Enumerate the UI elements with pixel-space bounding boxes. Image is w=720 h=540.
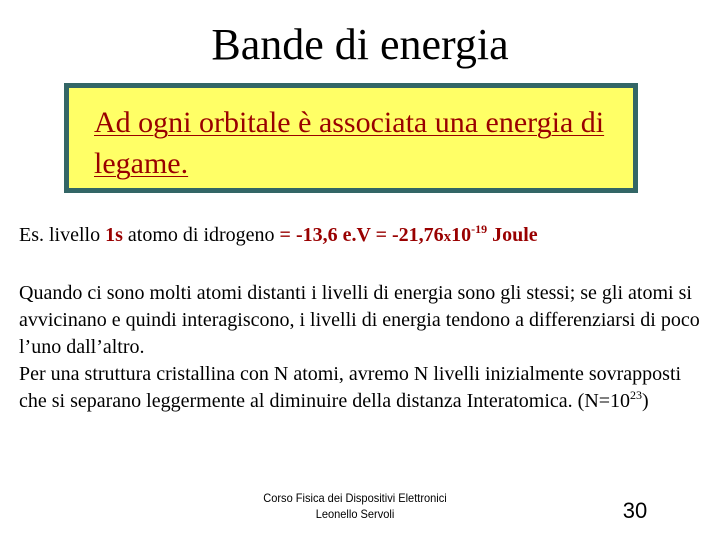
footer-course: Corso Fisica dei Dispositivi Elettronici [263, 491, 447, 505]
paragraph-crystal-text: Per una struttura cristallina con N atomi, avremo N livelli inizialmente sovrapposti che si separano leggermente al diminuire della distanza Interatomica. (N=10 [19, 363, 682, 412]
example-exponent: -19 [471, 222, 488, 236]
highlight-text: Ad ogni orbitale è associata una energia di legame. [94, 106, 605, 180]
paragraph-atoms-distance: Quando ci sono molti atomi distanti i livelli di energia sono gli stessi; se gli atomi si avvicinano e quindi interagiscono, i livelli di energia tendono a differenziarsi di poco l’uno dall’altro. [19, 282, 700, 358]
paragraph-closing: ) [642, 390, 649, 412]
slide-title: Bande di energia [211, 20, 509, 69]
example-equation: = -13,6 e.V = -21,76 [279, 224, 444, 246]
example-middle: atomo di idrogeno [122, 224, 280, 246]
example-prefix: Es. livello [19, 224, 106, 246]
example-level: 1s [105, 224, 123, 246]
highlight-box [64, 83, 638, 193]
footer-author: Leonello Servoli [315, 507, 395, 521]
body-text [19, 280, 709, 415]
footer-credit [231, 490, 479, 522]
example-base: 10 [451, 224, 472, 246]
example-line [19, 222, 709, 250]
example-times: x [443, 229, 452, 245]
paragraph-crystal-structure [19, 361, 709, 415]
example-unit: Joule [487, 224, 538, 246]
paragraph-exponent: 23 [630, 388, 643, 402]
page-number: 30 [622, 498, 648, 523]
